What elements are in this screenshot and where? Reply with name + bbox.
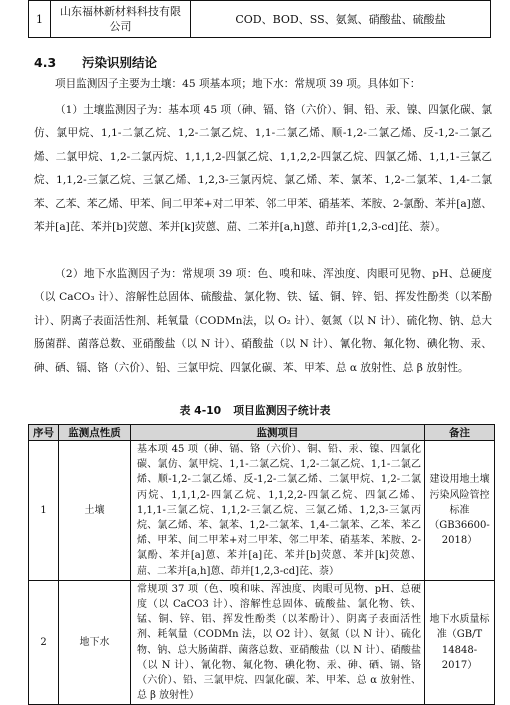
row-monitoring-items: 常规项 37 项（色、嗅和味、浑浊度、肉眼可见物、pH、总硬度（以 CaCO3 计）、溶解性总固体、硫酸盐、氯化物、铁、锰、铜、锌、铝、挥发性酚类（以苯酚计）、阴离子表面活性剂、耗氧量（CODMn 法，以 O2 计）、氨氮（以 N 计）、硫化物、钠、总大肠菌群、菌落总数、亚硝酸盐（以 N 计）、硝酸盐（以 N 计）、氰化物、氟化物、碘化物、汞、砷、硒、镉、铬（六价）、铅、三氯甲烷、四氯化碳、苯、甲苯、总 α 放射性、总 β 放射性） <box>131 580 425 705</box>
row-index: 1 <box>29 1 51 38</box>
table-number: 表 4-10 <box>179 404 222 417</box>
section-heading <box>34 53 157 71</box>
table-caption <box>0 403 510 418</box>
groundwater-factors-paragraph: （2）地下水监测因子为：常规项 39 项：色、嗅和味、浑浊度、肉眼可见物、pH、总硬度（以 CaCO₃ 计）、溶解性总固体、硫酸盐、氯化物、铁、锰、铜、锌、铝、挥发性酚类（以苯酚计）、阴离子表面活性剂、耗氧量（CODMn法，以 O₂ 计）、氨氮（以 N 计）、硫化物、钠、总大肠菌群、菌落总数、亚硝酸盐（以 N 计）、硝酸盐（以 N 计）、氰化物、氟化物、碘化物、汞、砷、硒、镉、铬（六价）、铅、三氯甲烷、四氯化碳、苯、甲苯、总 α 放射性、总 β 放射性。 <box>34 268 492 374</box>
intro-paragraph: 项目监测因子主要为土壤：45 项基本项；地下水：常规项 39 项。具体如下： <box>55 78 421 90</box>
row-point-type: 土壤 <box>59 441 131 581</box>
row-index: 2 <box>29 580 59 705</box>
row-index: 1 <box>29 441 59 581</box>
row-point-type: 地下水 <box>59 580 131 705</box>
section-number: 4.3 <box>34 55 57 70</box>
company-name: 山东福林新材料科技有限公司 <box>51 1 191 38</box>
table-header-row <box>29 425 495 441</box>
soil-factors-paragraph: （1）土壤监测因子为：基本项 45 项（砷、镉、铬（六价）、铜、铅、汞、镍、四氯化碳、氯仿、氯甲烷、1,1-二氯乙烷、1,2-二氯乙烷、1,1-二氯乙烯、顺-1,2-二氯乙烯、反-1,2-二氯乙烯、二氯甲烷、1,2-二氯丙烷、1,1,1,2-四氯乙烷、1,1,2,2-四氯乙烷、四氯乙烯、1,1,1-三氯乙烷、1,1,2-三氯乙烷、三氯乙烯、1,2,3-三氯丙烷、氯乙烯、苯、氯苯、1,2-二氯苯、1,4-二氯苯、乙苯、苯乙烯、甲苯、间二甲苯+对二甲苯、邻二甲苯、硝基苯、苯胺、2-氯酚、苯并[a]蒽、苯并[a]芘、苯并[b]荧蒽、苯并[k]荧蒽、䓛、二苯并[a,h]蒽、茚并[1,2,3-cd]芘、萘）。 <box>34 104 492 234</box>
header-items: 监测项目 <box>131 425 425 441</box>
header-note: 备注 <box>425 425 495 441</box>
table-row <box>29 580 495 705</box>
company-table <box>28 0 491 38</box>
header-point-type: 监测点性质 <box>59 425 131 441</box>
pollutant-list: COD、BOD、SS、氨氮、硝酸盐、硫酸盐 <box>191 1 491 38</box>
row-monitoring-items: 基本项 45 项（砷、镉、铬（六价）、铜、铅、汞、镍、四氯化碳、氯仿、氯甲烷、1,1-二氯乙烷、1,2-二氯乙烷、1,1-二氯乙烯、顺-1,2-二氯乙烯、反-1,2-二氯乙烯、二氯甲烷、1,2-二氯丙烷、1,1,1,2-四氯乙烷、1,1,2,2-四氯乙烷、四氯乙烯、1,1,1-三氯乙烷、1,1,2-三氯乙烷、三氯乙烯、1,2,3-三氯丙烷、氯乙烯、苯、氯苯、1,2-二氯苯、1,4-二氯苯、乙苯、苯乙烯、甲苯、间二甲苯+对二甲苯、邻二甲苯、硝基苯、苯胺、2-氯酚、苯并[a]蒽、苯并[a]芘、苯并[b]荧蒽、苯并[k]荧蒽、䓛、二苯并[a,h]蒽、茚并[1,2,3-cd]芘、萘） <box>131 441 425 581</box>
row-note: 建设用地土壤污染风险管控标准（GB36600-2018） <box>425 441 495 581</box>
table-row <box>29 1 491 38</box>
header-index: 序号 <box>29 425 59 441</box>
table-title: 项目监测因子统计表 <box>233 404 331 417</box>
row-note: 地下水质量标准（GB/T 14848-2017） <box>425 580 495 705</box>
section-title: 污染识别结论 <box>82 55 158 70</box>
monitoring-factor-table <box>28 424 495 705</box>
table-row <box>29 441 495 581</box>
